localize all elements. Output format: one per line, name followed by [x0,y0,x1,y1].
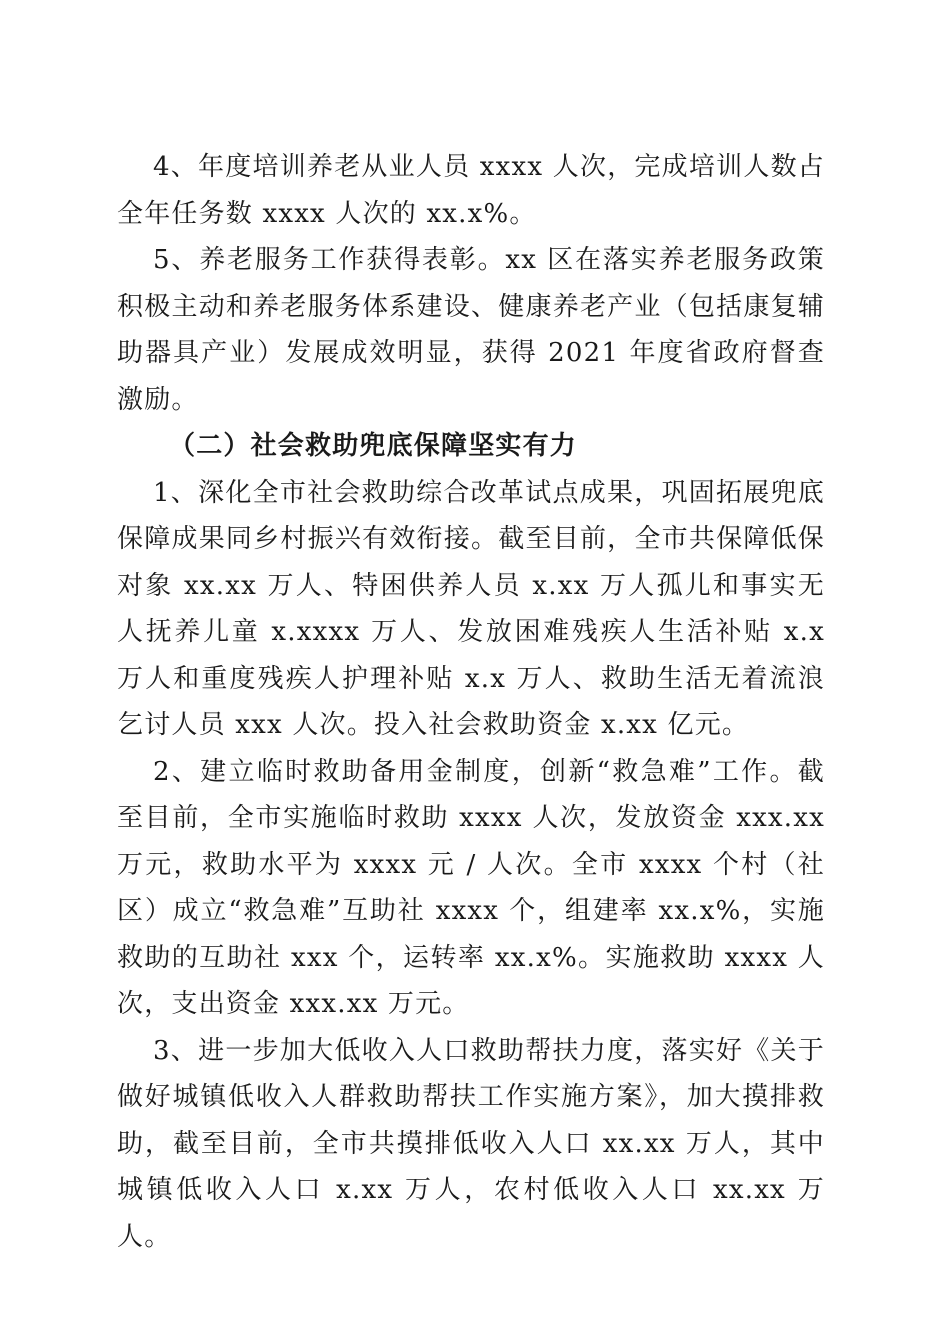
section-heading-social-assistance: （二）社会救助兜底保障坚实有力 [169,431,578,461]
paragraph-low-income: 3、进一步加大低收入人口救助帮扶力度，落实好《关于做好城镇低收入人群救助帮扶工作实施方案》，加大摸排救助，截至目前，全市共摸排低收入人口 xx.xx 万人，其中城镇低收入人口 x.xx 万人，农村低收入人口 xx.xx 万人。 [117,1035,825,1252]
paragraph-commendation: 5、养老服务工作获得表彰。xx 区在落实养老服务政策积极主动和养老服务体系建设、健康养老产业（包括康复辅助器具产业）发展成效明显，获得 2021 年度省政府督查激励。 [117,245,825,415]
paragraph-reform-results: 1、深化全市社会救助综合改革试点成果，巩固拓展兜底保障成果同乡村振兴有效衔接。截至目前，全市共保障低保对象 xx.xx 万人、特困供养人员 x.xx 万人孤儿和事实无人抚养儿童 x.xxxx 万人、发放困难残疾人生活补贴 x.x 万人和重度残疾人护理补贴 x.x 万人、救助生活无着流浪乞讨人员 xxx 人次。投入社会救助资金 x.xx 亿元。 [117,477,825,740]
paragraph-emergency-relief: 2、建立临时救助备用金制度，创新“救急难”工作。截至目前，全市实施临时救助 xxxx 人次，发放资金 xxx.xx 万元，救助水平为 xxxx 元 / 人次。全市 xxxx 个村（社区）成立“救急难”互助社 xxxx 个，组建率 xx.x%，实施救助的互助社 xxx 个，运转率 xx.x%。实施救助 xxxx 人次，支出资金 xxx.xx 万元。 [117,756,825,1019]
paragraph-training: 4、年度培训养老从业人员 xxxx 人次，完成培训人数占全年任务数 xxxx 人次的 xx.x%。 [117,152,825,229]
document-body [117,144,825,1260]
